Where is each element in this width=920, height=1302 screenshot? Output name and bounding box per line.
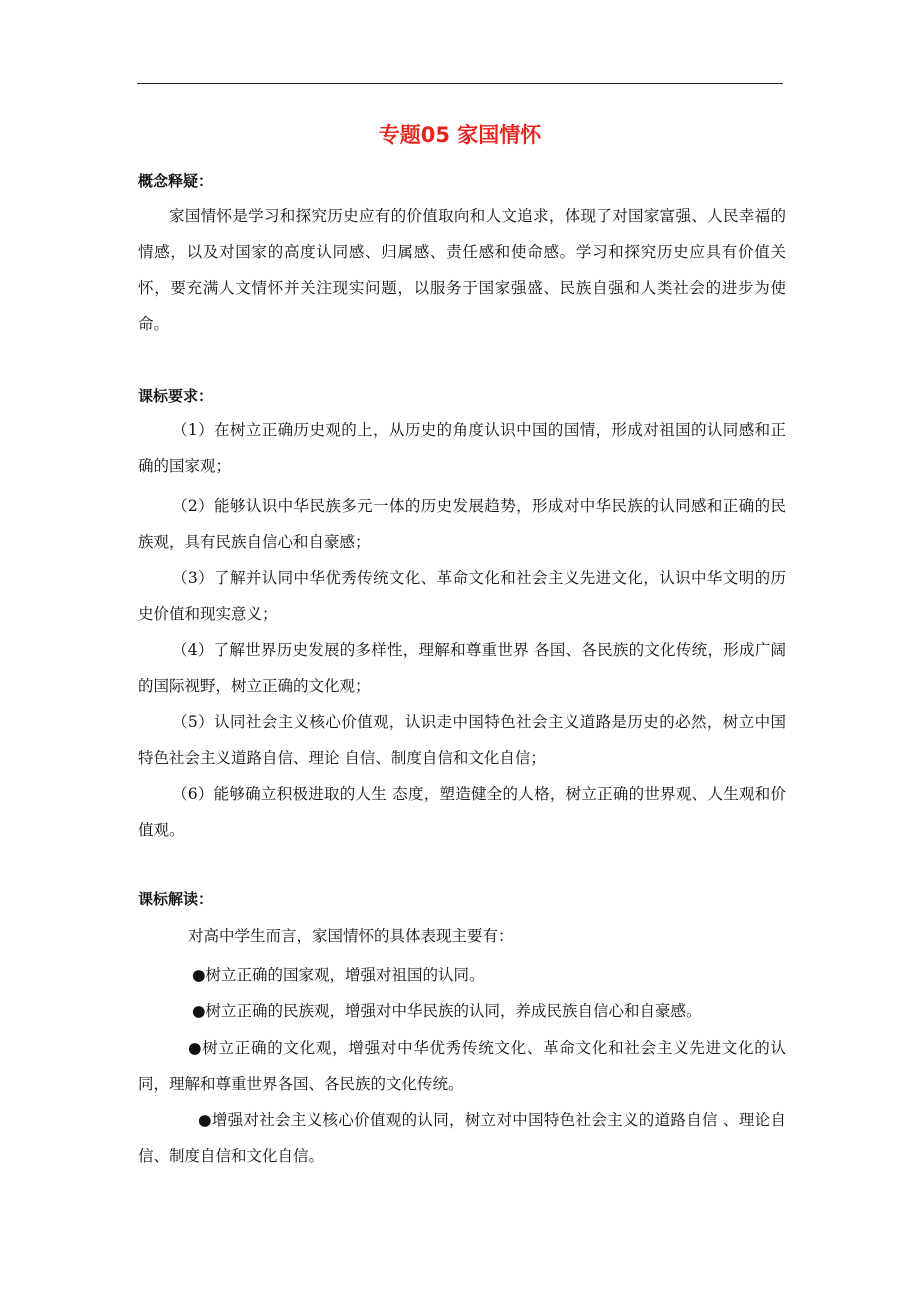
requirement-item-6: （6）能够确立积极进取的人生 态度，塑造健全的人格，树立正确的世界观、人生观和价值观。: [138, 785, 786, 839]
requirement-item-4: （4）了解世界历史发展的多样性，理解和尊重世界 各国、各民族的文化传统，形成广阔的国际视野，树立正确的文化观；: [138, 641, 786, 695]
page-title: 专题05 家国情怀: [378, 123, 542, 147]
concept-heading: 概念释疑：: [138, 172, 214, 190]
requirement-item-1: （1）在树立正确历史观的上，从历史的角度认识中国的国情，形成对祖国的认同感和正确的国家观；: [138, 421, 786, 475]
requirement-item-5: （5）认同社会主义核心价值观，认识走中国特色社会主义道路是历史的必然，树立中国特色社会主义道路自信、理论 自信、制度自信和文化自信；: [138, 713, 786, 767]
interpretation-bullet-2: ●树立正确的民族观，增强对中华民族的认同，养成民族自信心和自豪感。: [192, 1002, 702, 1020]
concept-paragraph: 家国情怀是学习和探究历史应有的价值取向和人文追求，体现了对国家富强、人民幸福的情感，以及对国家的高度认同感、归属感、责任感和使命感。学习和探究历史应具有价值关怀，要充满人文情怀并关注现实问题，以服务于国家强盛、民族自强和人类社会的进步为使命。: [138, 207, 786, 333]
header-rule: [137, 83, 783, 84]
requirement-item-2: （2）能够认识中华民族多元一体的历史发展趋势，形成对中华民族的认同感和正确的民族观，具有民族自信心和自豪感；: [138, 497, 786, 551]
interpretation-bullet-1: ●树立正确的国家观，增强对祖国的认同。: [192, 966, 485, 984]
interpretation-bullet-4: ●增强对社会主义核心价值观的认同，树立对中国特色社会主义的道路自信 、理论自信、制度自信和文化自信。: [138, 1111, 786, 1165]
requirement-item-3: （3）了解并认同中华优秀传统文化、革命文化和社会主义先进文化，认识中华文明的历史价值和现实意义；: [138, 569, 786, 623]
requirements-heading: 课标要求：: [138, 387, 214, 405]
interpretation-heading: 课标解读：: [138, 890, 214, 908]
interpretation-intro: 对高中学生而言，家国情怀的具体表现主要有：: [188, 927, 514, 945]
interpretation-bullet-3: ●树立正确的文化观，增强对中华优秀传统文化、革命文化和社会主义先进文化的认同，理解和尊重世界各国、各民族的文化传统。: [138, 1039, 786, 1093]
